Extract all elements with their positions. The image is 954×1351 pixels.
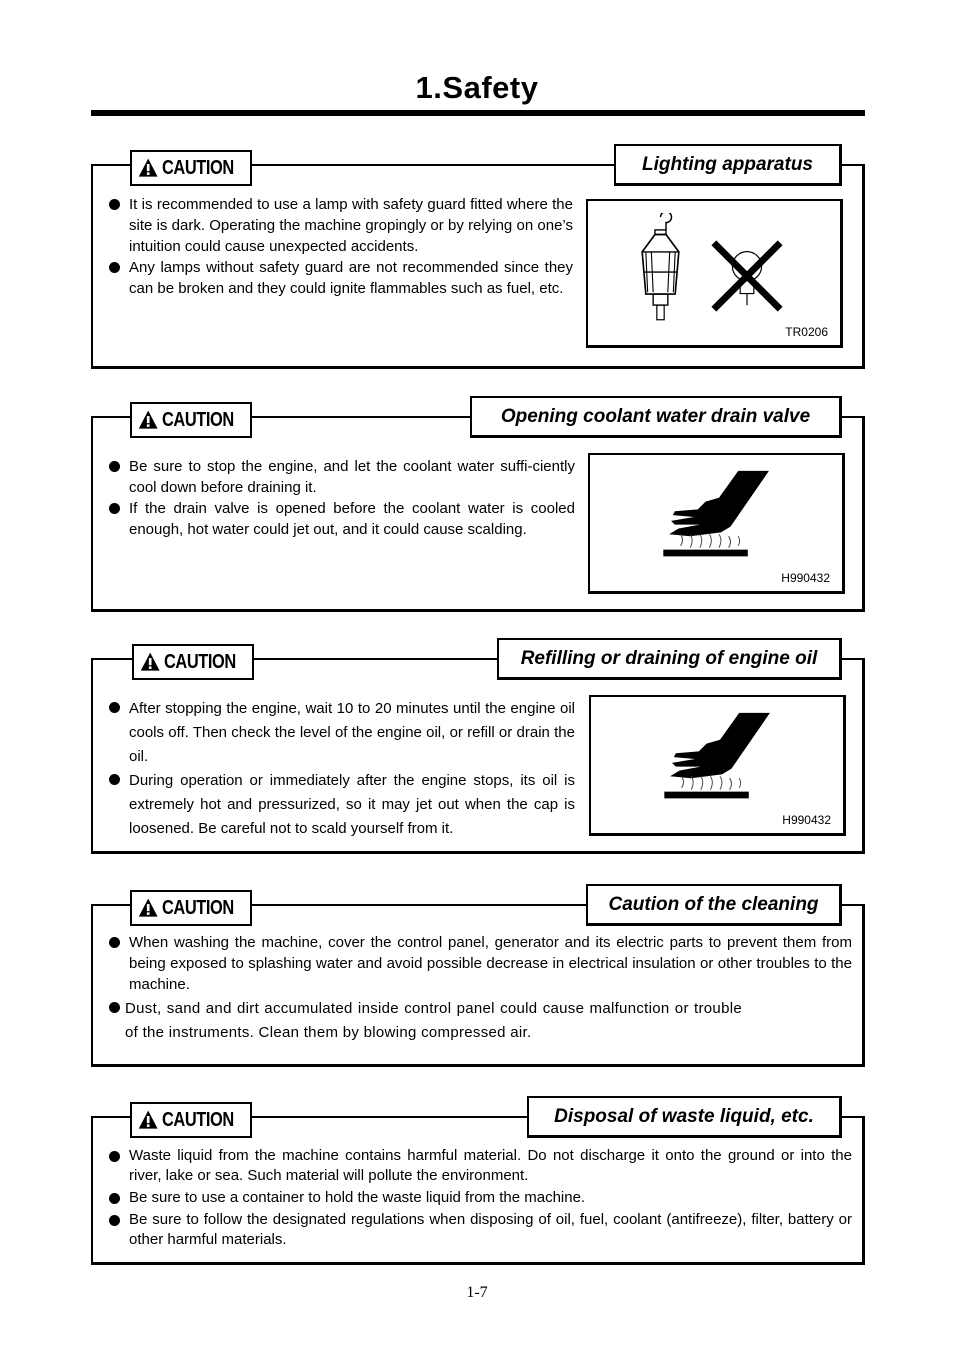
caution-text: CAUTION — [162, 156, 235, 179]
caution-text: CAUTION — [162, 1108, 235, 1131]
bullet-list — [107, 1146, 852, 1250]
bullet-item: Be sure to follow the designated regulations when disposing of oil, fuel, coolant (antifreeze), filter, battery or other harmful materials. — [107, 1210, 852, 1250]
topic-title: Refilling or draining of engine oil — [497, 638, 842, 680]
figure-lighting — [586, 199, 843, 348]
caution-label — [130, 402, 252, 438]
bullet-dot-icon — [109, 262, 120, 273]
caution-section-engine-oil — [91, 647, 865, 854]
bullet-item: Be sure to stop the engine, and let the coolant water suffi-ciently cool down before draining it. — [107, 456, 575, 498]
warning-triangle-icon — [138, 407, 158, 433]
bullet-item: When washing the machine, cover the control panel, generator and its electric parts to prevent them from being exposed to splashing water and avoid possible decrease in electrical insulation or other troubles to the machine. — [107, 932, 852, 995]
caution-label — [130, 150, 252, 186]
warning-triangle-icon — [138, 155, 158, 181]
warning-triangle-icon — [138, 1107, 158, 1133]
bullet-item: Be sure to use a container to hold the waste liquid from the machine. — [107, 1188, 852, 1208]
bullet-dot-icon — [109, 503, 120, 514]
bullet-list — [107, 456, 575, 540]
hot-surface-hand-icon — [660, 469, 778, 565]
bullet-item: If the drain valve is opened before the coolant water is cooled enough, hot water could jet out, and it could cause scalding. — [107, 498, 575, 540]
bullet-dot-icon — [109, 702, 120, 713]
bullet-item: Any lamps without safety guard are not recommended since they can be broken and they could ignite flammables such as fuel, etc. — [107, 257, 573, 299]
warning-triangle-icon — [138, 895, 158, 921]
bullet-list — [107, 697, 575, 841]
warning-triangle-icon — [140, 649, 160, 675]
figure-hot-surface — [588, 453, 845, 594]
caution-text: CAUTION — [162, 408, 235, 431]
figure-code: H990432 — [781, 571, 830, 585]
figure-hot-surface — [589, 695, 846, 836]
bullet-dot-icon — [109, 937, 120, 948]
caution-text: CAUTION — [164, 650, 237, 673]
title-rule — [91, 110, 865, 116]
bullet-dot-icon — [109, 199, 120, 210]
bullet-item: Dust, sand and dirt accumulated inside control panel could cause malfunction or trouble of the instruments. Clean them by blowing compressed air. — [107, 997, 852, 1045]
bullet-item: It is recommended to use a lamp with safety guard fitted where the site is dark. Operating the machine gropingly or by relying on one’s intuition could cause unexpected accidents. — [107, 194, 573, 257]
topic-title: Caution of the cleaning — [586, 884, 842, 926]
caution-label — [132, 644, 254, 680]
bullet-dot-icon — [109, 774, 120, 785]
caution-section-coolant — [91, 405, 865, 612]
bullet-item: Waste liquid from the machine contains harmful material. Do not discharge it onto the ground or into the river, lake or sea. Such material will pollute the environment. — [107, 1146, 852, 1186]
page-number: 1-7 — [466, 1284, 488, 1301]
caution-section-cleaning — [91, 893, 865, 1067]
figure-code: H990432 — [782, 813, 831, 827]
bullet-list — [107, 194, 573, 299]
guarded-lamp-icon — [633, 213, 688, 333]
page-title: 1.Safety — [415, 70, 539, 105]
bullet-dot-icon — [109, 1193, 120, 1204]
bullet-dot-icon — [109, 1215, 120, 1226]
bullet-dot-icon — [109, 461, 120, 472]
bullet-item: After stopping the engine, wait 10 to 20 minutes until the engine oil cools off. Then check the level of the engine oil, or refill or drain the oil. — [107, 697, 575, 769]
figure-code: TR0206 — [785, 325, 828, 339]
caution-label — [130, 1102, 252, 1138]
bullet-dot-icon — [109, 1002, 120, 1013]
bullet-list — [107, 932, 852, 1045]
topic-title: Opening coolant water drain valve — [470, 396, 842, 438]
bullet-item: During operation or immediately after the engine stops, its oil is extremely hot and pressurized, so it may jet out when the cap is loosened. Be careful not to scald yourself from it. — [107, 769, 575, 841]
caution-section-waste-liquid — [91, 1105, 865, 1265]
topic-title: Disposal of waste liquid, etc. — [527, 1096, 842, 1138]
bullet-dot-icon — [109, 1151, 120, 1162]
unguarded-bulb-crossed-icon — [708, 237, 786, 315]
hot-surface-hand-icon — [661, 711, 779, 807]
caution-label — [130, 890, 252, 926]
caution-text: CAUTION — [162, 896, 235, 919]
topic-title: Lighting apparatus — [614, 144, 842, 186]
caution-section-lighting — [91, 153, 865, 369]
